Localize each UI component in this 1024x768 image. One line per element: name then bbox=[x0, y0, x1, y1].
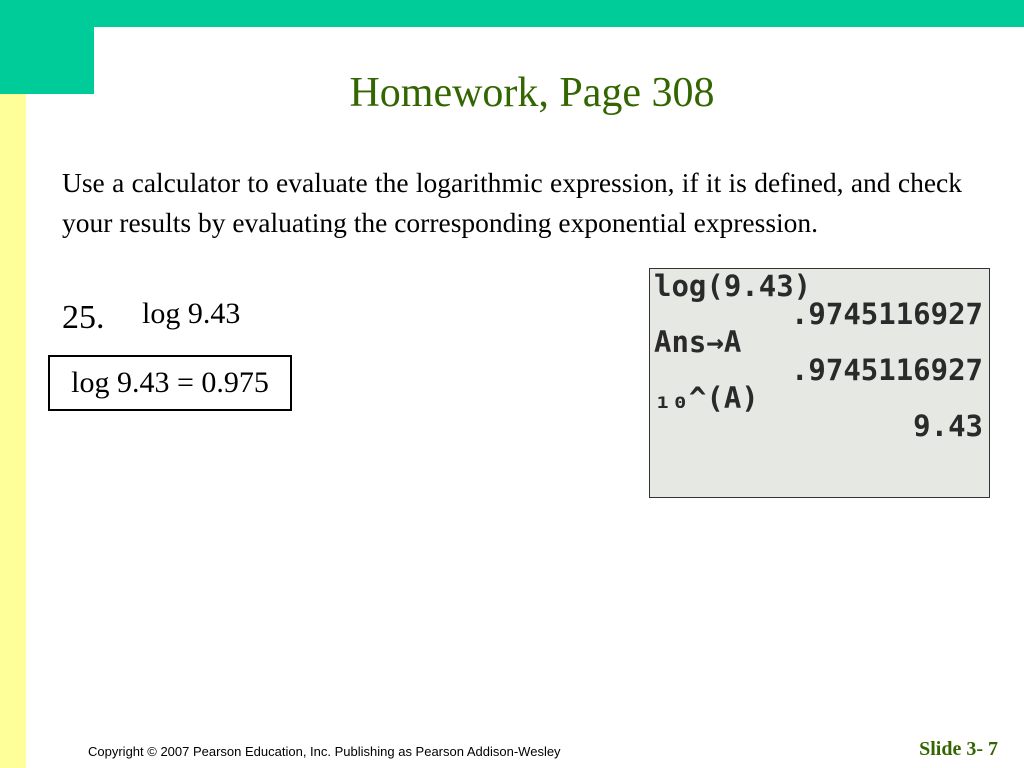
side-accent-band bbox=[0, 94, 26, 768]
calculator-screen bbox=[649, 268, 990, 498]
footer-copyright: Copyright © 2007 Pearson Education, Inc. Publishing as Pearson Addison-Wesley bbox=[88, 744, 561, 759]
calc-line-6: 9.43 bbox=[913, 409, 983, 443]
calc-line-1: log(9.43) bbox=[654, 269, 812, 303]
calc-line-2: .9745116927 bbox=[790, 297, 983, 331]
calc-line-3: Ans→A bbox=[654, 325, 742, 359]
answer-text: log 9.43 = 0.975 bbox=[71, 366, 269, 399]
problem-expression: log 9.43 bbox=[142, 297, 241, 330]
instruction-text: Use a calculator to evaluate the logarithmic expression, if it is defined, and check your results by evaluating the corresponding exponential expression. bbox=[62, 167, 962, 238]
calc-line-4: .9745116927 bbox=[790, 353, 983, 387]
problem-number: 25. bbox=[62, 299, 105, 336]
top-accent-band bbox=[0, 0, 1024, 27]
slide-number: Slide 3- 7 bbox=[919, 738, 998, 760]
slide-title: Homework, Page 308 bbox=[349, 70, 715, 116]
calc-line-5: ₁₀^(A) bbox=[654, 381, 759, 415]
answer-box bbox=[48, 355, 292, 411]
